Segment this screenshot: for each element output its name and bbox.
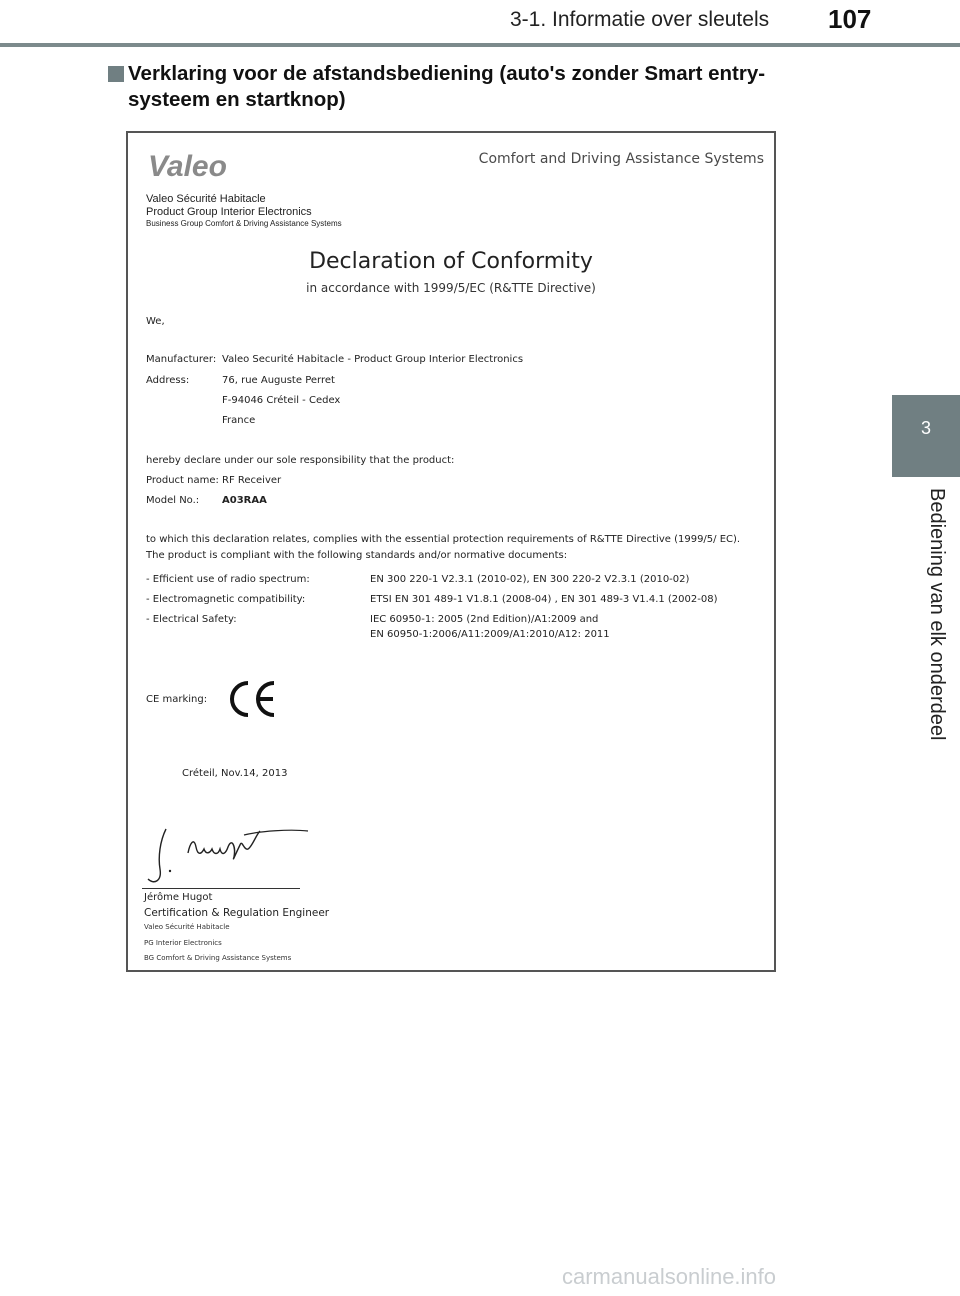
ce-label: CE marking: bbox=[146, 694, 208, 705]
header-rule bbox=[0, 43, 960, 47]
we-text: We, bbox=[146, 316, 165, 327]
address-label: Address: bbox=[146, 375, 190, 386]
document-subtitle: in accordance with 1999/5/EC (R&TTE Directive) bbox=[306, 281, 596, 295]
model-value: A03RAA bbox=[222, 495, 267, 506]
address-line-1: 76, rue Auguste Perret bbox=[222, 375, 335, 386]
standard-value-safety: IEC 60950-1: 2005 (2nd Edition)/A1:2009 and bbox=[370, 614, 599, 625]
valeo-logo bbox=[144, 145, 236, 185]
tagline: Comfort and Driving Assistance Systems bbox=[478, 151, 764, 167]
declaration-document bbox=[126, 131, 776, 972]
product-name-value: RF Receiver bbox=[222, 475, 282, 486]
standard-value-emc: ETSI EN 301 489-1 V1.8.1 (2008-04) , EN 301 489-3 V1.4.1 (2002-08) bbox=[370, 594, 718, 605]
address-line-2: F-94046 Créteil - Cedex bbox=[222, 395, 341, 406]
compliance-line-1: to which this declaration relates, complies with the essential protection requirements of R&TTE Directive (1999/5/ EC). bbox=[146, 534, 741, 545]
section-heading: Verklaring voor de afstandsbediening (auto's zonder Smart entry-systeem en startknop) bbox=[128, 62, 766, 111]
model-label: Model No.: bbox=[146, 495, 200, 506]
org-line-1: Valeo Sécurité Habitacle bbox=[146, 193, 266, 205]
chapter-tab: 3 bbox=[892, 395, 960, 477]
signer-org-2: PG Interior Electronics bbox=[144, 939, 222, 947]
logo-text: Valeo bbox=[148, 150, 227, 183]
compliance-line-2: The product is compliant with the following standards and/or normative documents: bbox=[146, 550, 568, 561]
section-bullet-icon bbox=[108, 66, 124, 82]
signature-line bbox=[142, 888, 300, 889]
standard-label-radio: - Efficient use of radio spectrum: bbox=[146, 574, 310, 585]
chapter-header-title: 3-1. Informatie over sleutels bbox=[510, 8, 770, 31]
org-line-2: Product Group Interior Electronics bbox=[146, 206, 312, 218]
chapter-side-label: Bediening van elk onderdeel bbox=[926, 488, 948, 741]
address-line-3: France bbox=[222, 415, 256, 426]
manufacturer-label: Manufacturer: bbox=[146, 354, 217, 365]
standard-value-safety-2: EN 60950-1:2006/A11:2009/A1:2010/A12: 2011 bbox=[370, 629, 610, 640]
signer-org-1: Valeo Sécurité Habitacle bbox=[144, 923, 230, 931]
manufacturer-value: Valeo Securité Habitacle - Product Group Interior Electronics bbox=[222, 354, 524, 365]
signature-image bbox=[140, 823, 310, 887]
ce-mark-icon bbox=[224, 679, 282, 719]
page-number: 107 bbox=[828, 4, 872, 34]
standard-label-safety: - Electrical Safety: bbox=[146, 614, 237, 625]
document-title: Declaration of Conformity bbox=[309, 249, 593, 274]
signer-title: Certification & Regulation Engineer bbox=[144, 907, 330, 919]
place-date: Créteil, Nov.14, 2013 bbox=[182, 768, 288, 779]
org-line-3: Business Group Comfort & Driving Assistance Systems bbox=[146, 219, 342, 228]
declare-text: hereby declare under our sole responsibility that the product: bbox=[146, 455, 455, 466]
product-name-label: Product name: bbox=[146, 475, 219, 486]
watermark: carmanualsonline.info bbox=[562, 1264, 777, 1289]
standard-label-emc: - Electromagnetic compatibility: bbox=[146, 594, 306, 605]
signer-org-3: BG Comfort & Driving Assistance Systems bbox=[144, 954, 292, 962]
standard-value-radio: EN 300 220-1 V2.3.1 (2010-02), EN 300 220-2 V2.3.1 (2010-02) bbox=[370, 574, 690, 585]
signer-name: Jérôme Hugot bbox=[144, 892, 213, 903]
